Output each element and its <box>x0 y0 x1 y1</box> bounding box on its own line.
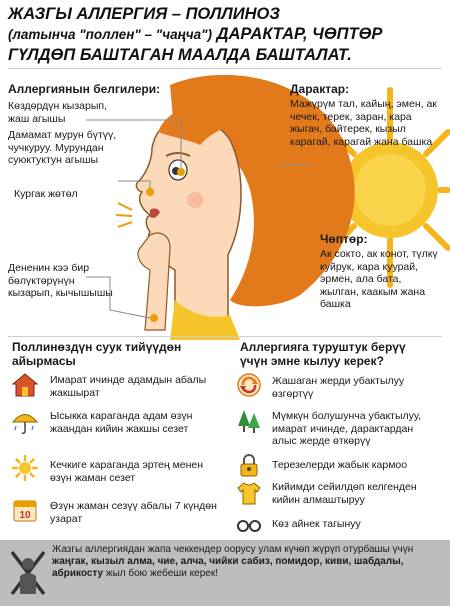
symptom-skin: Дененин кээ бир бөлүктөрүнүн кызарып, кычышышы <box>8 262 113 299</box>
section-divider <box>8 336 442 337</box>
title-paren: (латынча "поллен" – "чаңча") <box>8 27 213 42</box>
symptom-cough: Кургак жөтөл <box>14 188 78 200</box>
symptom-eyes: Көздөрдүн кызарып, жаш агышы <box>8 100 107 125</box>
skin-marker <box>150 314 158 322</box>
difference-item-1: Имарат ичинде адамдын абалы жакшырат <box>50 374 207 399</box>
lock-icon <box>236 452 262 478</box>
title-line-3: ГҮЛДӨП БАШТАГАН МААЛДА БАШТАЛАТ. <box>8 46 352 64</box>
page-title <box>8 4 448 65</box>
fork-knife-icon <box>6 546 50 600</box>
title-line-2 <box>8 24 448 45</box>
umbrella-icon <box>12 409 38 435</box>
title-line-1: ЖАЗГЫ АЛЛЕРГИЯ – ПОЛЛИНОЗ <box>8 5 280 23</box>
symptoms-heading: Аллергиянын белгилери: <box>8 82 161 96</box>
nose-marker <box>146 188 154 196</box>
glasses-icon <box>236 512 262 538</box>
svg-text:10: 10 <box>19 510 31 521</box>
trees-heading: Дарактар: <box>290 82 350 96</box>
eye-marker <box>177 168 185 176</box>
prevention-heading-line-1: Аллергияга туруштук берүү <box>240 340 406 354</box>
prevention-item-5: Көз айнек тагынуу <box>272 518 361 530</box>
sun-small-icon <box>12 455 38 481</box>
title-line-2-rest: ДАРАКТАР, ЧӨПТӨР <box>212 25 383 43</box>
shirt-icon <box>236 480 262 506</box>
calendar-icon <box>12 497 38 523</box>
grasses-heading: Чөптөр: <box>320 232 368 246</box>
difference-item-2: Ысыкка караганда адам өзүн жаандан кийин жакшы сезет <box>50 410 193 435</box>
differences-heading <box>12 340 227 368</box>
symptom-nose: Дамамат мурун бүтүү, чучкуруу. Мурундан суюктуктун агышы <box>8 129 117 166</box>
bottom-text-part-2: жыл бою жебеши керек! <box>103 568 218 579</box>
trees-text: Мажүрүм тал, кайың, эмен, ак чечек, терек, заран, кара жыгач, байтерек, кызыл карагай, карагай жана башка <box>290 98 437 148</box>
prevention-item-2: Мүмкүн болушунча убактылуу, имарат ичинде, дарактардан алыс жерде өткөрүү <box>272 410 422 447</box>
prevention-heading <box>240 340 445 368</box>
prevention-heading-line-2: үчүн эмне кылуу керек? <box>240 354 384 368</box>
differences-heading-line-2: айырмасы <box>12 354 76 368</box>
prevention-item-3: Терезелерди жабык кармоо <box>272 459 408 471</box>
bottom-text-bold: жаңгак, кызыл алма, чие, алча, чийки сабиз, помидор, киви, шабдалы, абрикосту <box>52 556 404 579</box>
differences-heading-line-1: Поллинөздүн суук тийүүдөн <box>12 340 182 354</box>
trees-icon <box>236 408 262 434</box>
house-icon <box>12 372 38 398</box>
bottom-text-part-1: Жазгы аллергиядан жапа чеккендер оорусу улам күчөп жүрүп отурбашы үчүн <box>52 544 414 555</box>
difference-item-4: Өзүн жаман сезүү абалы 7 күндөн узарат <box>50 500 217 525</box>
bottom-text <box>52 544 444 580</box>
relocate-icon <box>236 372 262 398</box>
prevention-item-1: Жашаган жерди убактылуу өзгөртүү <box>272 375 405 400</box>
title-divider <box>8 68 442 69</box>
difference-item-3: Кечкиге караганда эртең менен өзүн жаман сезет <box>50 459 204 484</box>
grasses-text: Ак сокто, ак конот, түлкү куйрук, кара куурай, эрмен, ала бата, жылган, каакым жана башка <box>320 248 438 310</box>
prevention-item-4: Кийимди сейилдөп келгенден кийин алмаштыруу <box>272 481 417 506</box>
